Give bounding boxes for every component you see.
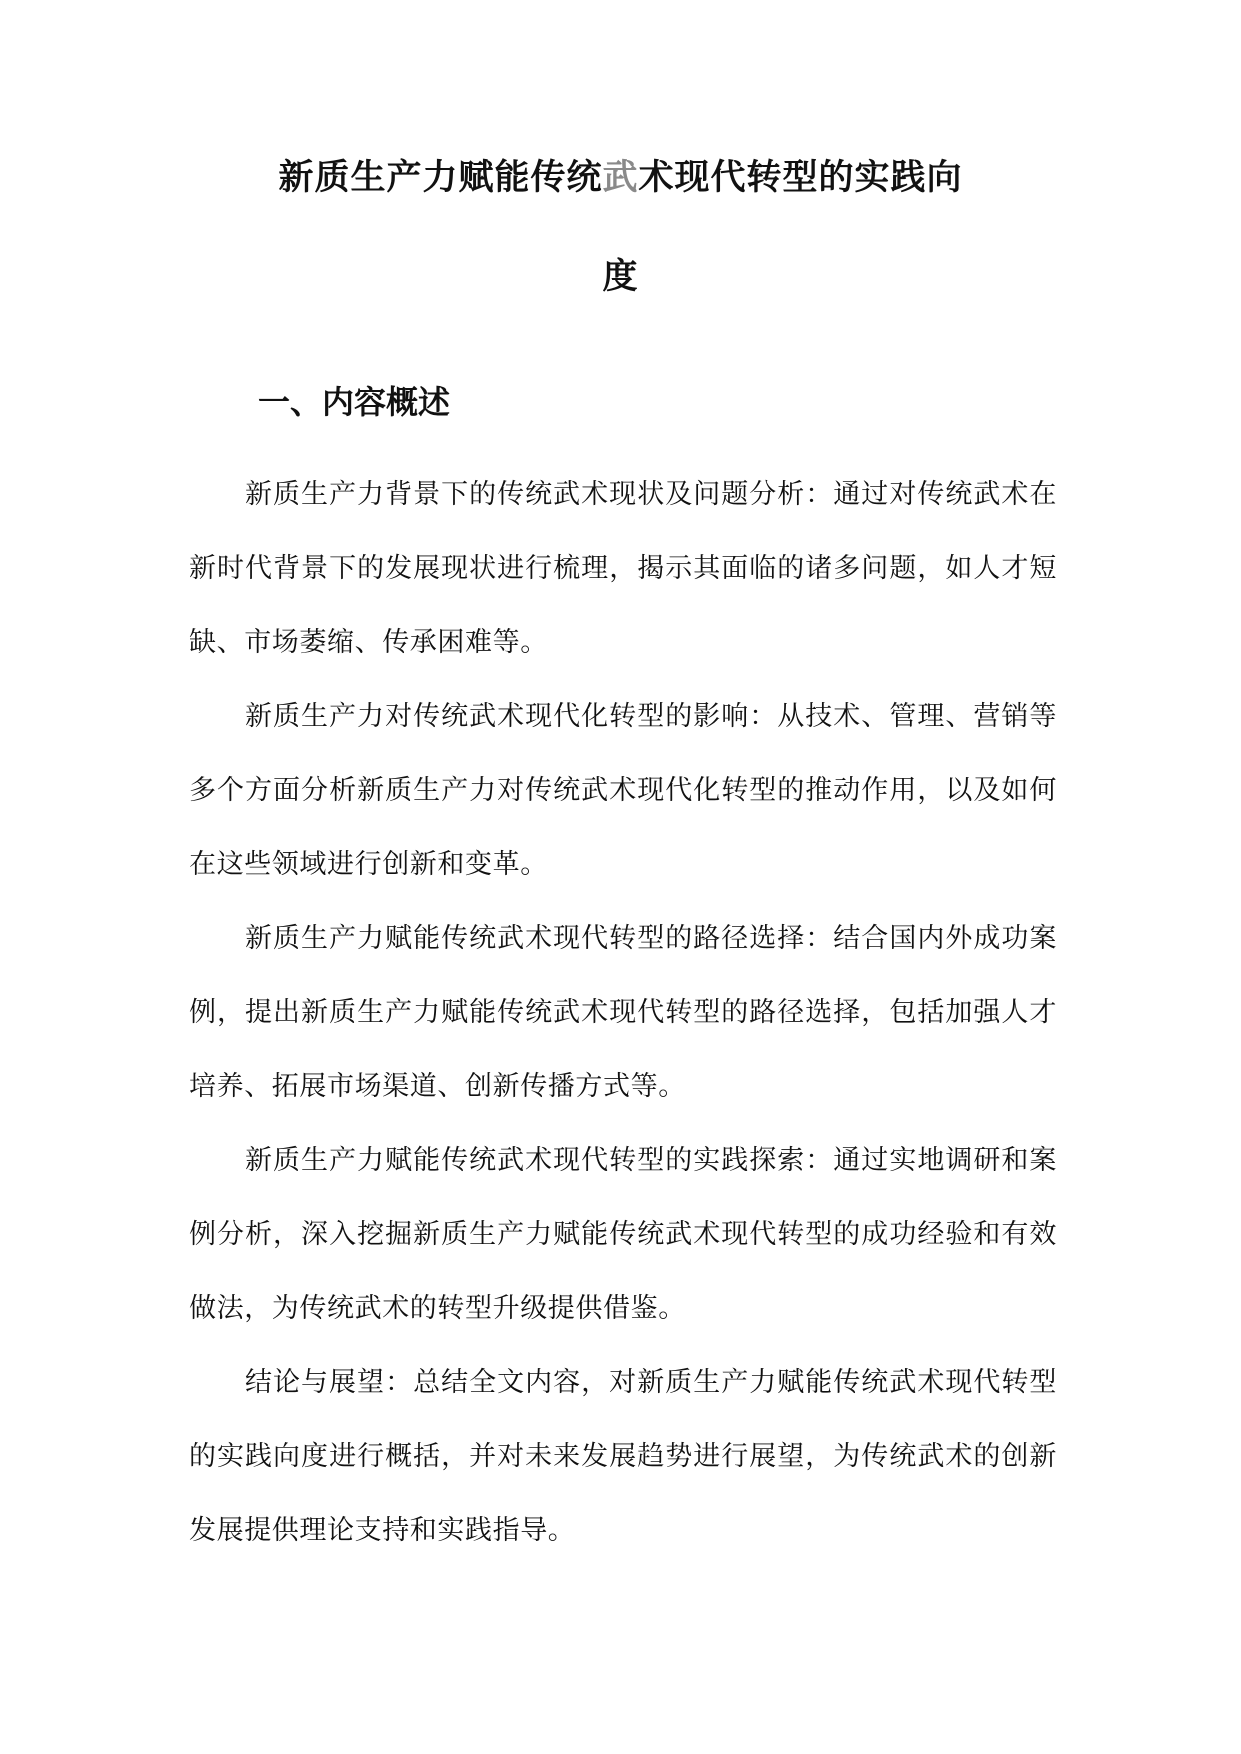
paragraph-1: 新质生产力背景下的传统武术现状及问题分析：通过对传统武术在新时代背景下的发展现状进行梳理，揭示其面临的诸多问题，如人才短缺、市场萎缩、传承困难等。 bbox=[189, 479, 1057, 658]
document-title-line-2: 度 bbox=[602, 257, 639, 297]
title-text-part-2: 术现代转型的实践向 bbox=[638, 158, 963, 198]
document-title-line-1 bbox=[0, 155, 1241, 201]
document-body bbox=[189, 458, 1057, 1568]
title-text-highlight: 武 bbox=[602, 158, 639, 198]
section-heading: 一、内容概述 bbox=[258, 383, 451, 421]
paragraph-5: 结论与展望：总结全文内容，对新质生产力赋能传统武术现代转型的实践向度进行概括，并对未来发展趋势进行展望，为传统武术的创新发展提供理论支持和实践指导。 bbox=[189, 1367, 1057, 1546]
title-text-part-1: 新质生产力赋能传统 bbox=[278, 158, 603, 198]
paragraph-3: 新质生产力赋能传统武术现代转型的路径选择：结合国内外成功案例，提出新质生产力赋能传统武术现代转型的路径选择，包括加强人才培养、拓展市场渠道、创新传播方式等。 bbox=[189, 923, 1057, 1102]
paragraph-2: 新质生产力对传统武术现代化转型的影响：从技术、管理、营销等多个方面分析新质生产力对传统武术现代化转型的推动作用，以及如何在这些领域进行创新和变革。 bbox=[189, 701, 1057, 880]
paragraph-4: 新质生产力赋能传统武术现代转型的实践探索：通过实地调研和案例分析，深入挖掘新质生产力赋能传统武术现代转型的成功经验和有效做法，为传统武术的转型升级提供借鉴。 bbox=[189, 1145, 1057, 1324]
